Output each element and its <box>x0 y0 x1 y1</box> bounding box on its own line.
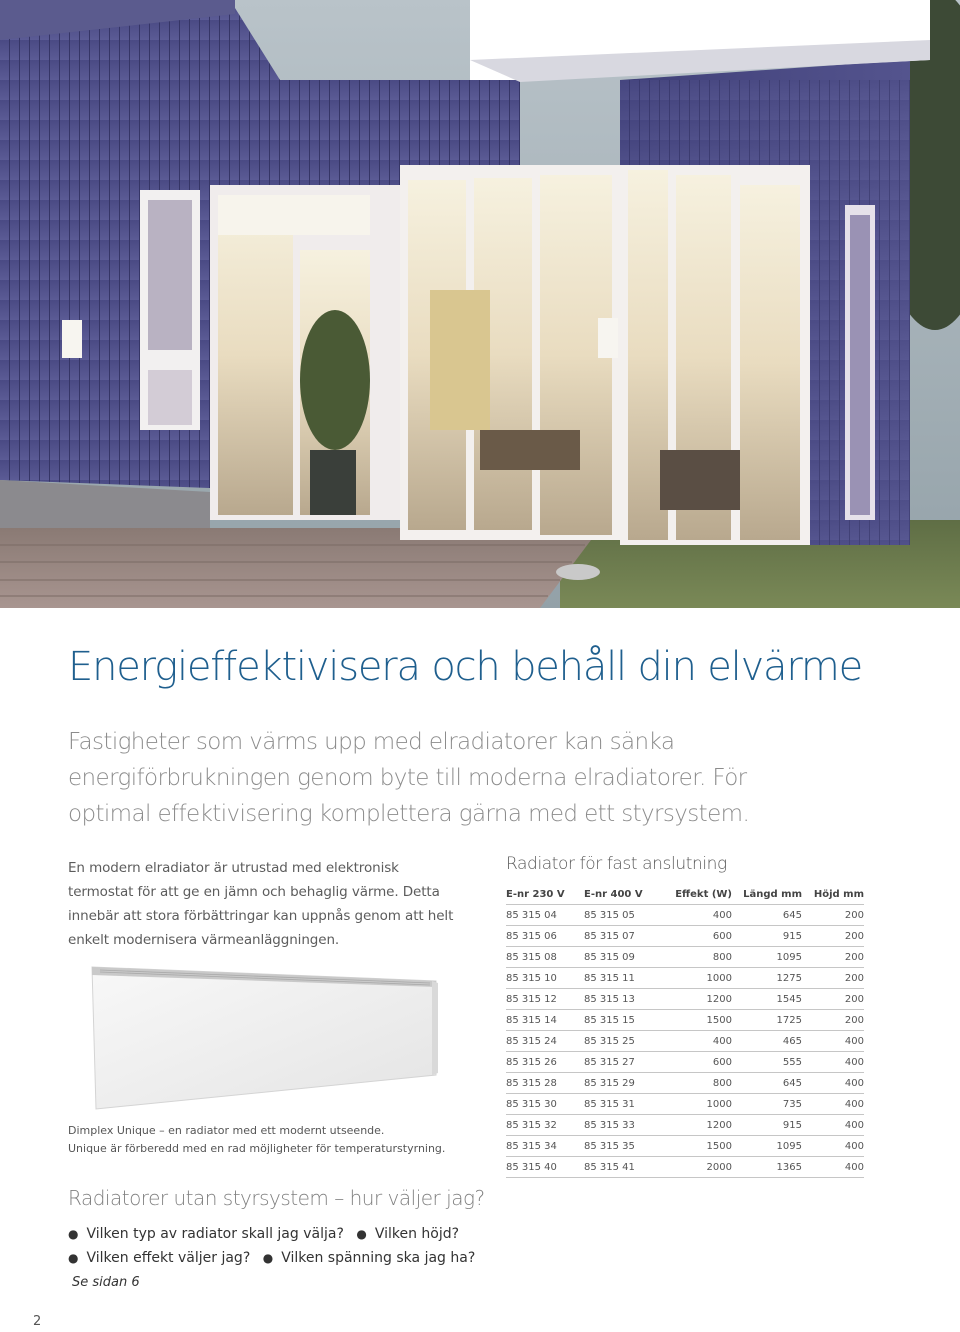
table-cell: 85 315 25 <box>584 1031 662 1052</box>
header-e-nr-230v: E-nr 230 V <box>506 884 584 905</box>
table-row <box>506 1136 864 1157</box>
table-cell: 1275 <box>732 968 802 989</box>
table-cell: 85 315 32 <box>506 1115 584 1136</box>
table-cell: 85 315 27 <box>584 1052 662 1073</box>
table-cell: 400 <box>662 1031 732 1052</box>
table-cell: 645 <box>732 1073 802 1094</box>
table-row <box>506 1031 864 1052</box>
table-cell: 85 315 24 <box>506 1031 584 1052</box>
table-cell: 1000 <box>662 1094 732 1115</box>
radiator-image <box>86 963 442 1111</box>
header-langd: Längd mm <box>732 884 802 905</box>
table-cell: 85 315 34 <box>506 1136 584 1157</box>
table-cell: 85 315 29 <box>584 1073 662 1094</box>
table-cell: 200 <box>802 968 864 989</box>
table-cell: 400 <box>802 1073 864 1094</box>
table-cell: 85 315 33 <box>584 1115 662 1136</box>
table-cell: 200 <box>802 905 864 926</box>
table-cell: 555 <box>732 1052 802 1073</box>
bullet-icon: ● <box>356 1227 367 1241</box>
table-row <box>506 1115 864 1136</box>
table-cell: 1545 <box>732 989 802 1010</box>
questions-title: Radiatorer utan styrsystem – hur väljer jag? <box>68 1186 485 1210</box>
header-effekt: Effekt (W) <box>662 884 732 905</box>
table-cell: 200 <box>802 926 864 947</box>
table-cell: 200 <box>802 947 864 968</box>
table-row <box>506 1010 864 1031</box>
table-cell: 2000 <box>662 1157 732 1178</box>
question-height: Vilken höjd? <box>374 1226 460 1242</box>
table-cell: 645 <box>732 905 802 926</box>
question-row-1 <box>68 1226 459 1242</box>
table-cell: 915 <box>732 1115 802 1136</box>
table-cell: 85 315 35 <box>584 1136 662 1157</box>
intro-paragraph: Fastigheter som värms upp med elradiatorer kan sänka energiförbrukningen genom byte till moderna elradiatorer. För optimal effektivisering komplettera gärna med ett styrsystem. <box>68 729 750 827</box>
bullet-icon: ● <box>262 1251 274 1265</box>
table-cell: 85 315 15 <box>584 1010 662 1031</box>
table-cell: 85 315 41 <box>584 1157 662 1178</box>
table-cell: 1200 <box>662 1115 732 1136</box>
table-cell: 600 <box>662 1052 732 1073</box>
table-cell: 85 315 12 <box>506 989 584 1010</box>
bullet-icon: ● <box>68 1251 79 1265</box>
table-cell: 85 315 04 <box>506 905 584 926</box>
table-cell: 800 <box>662 1073 732 1094</box>
table-cell: 85 315 06 <box>506 926 584 947</box>
table-cell: 1095 <box>732 1136 802 1157</box>
table-row <box>506 1073 864 1094</box>
table-cell: 1200 <box>662 989 732 1010</box>
question-row-2 <box>68 1250 475 1266</box>
table-cell: 1500 <box>662 1136 732 1157</box>
table-cell: 85 315 30 <box>506 1094 584 1115</box>
table-cell: 1365 <box>732 1157 802 1178</box>
table-row <box>506 989 864 1010</box>
image-caption <box>68 1122 468 1158</box>
table-cell: 85 315 07 <box>584 926 662 947</box>
table-cell: 400 <box>802 1115 864 1136</box>
table-cell: 85 315 11 <box>584 968 662 989</box>
table-row <box>506 1052 864 1073</box>
table-cell: 85 315 09 <box>584 947 662 968</box>
table-cell: 85 315 05 <box>584 905 662 926</box>
table-cell: 400 <box>802 1136 864 1157</box>
table-cell: 735 <box>732 1094 802 1115</box>
table-cell: 85 315 26 <box>506 1052 584 1073</box>
table-cell: 400 <box>662 905 732 926</box>
question-effect: Vilken effekt väljer jag? <box>86 1250 251 1266</box>
question-voltage: Vilken spänning ska jag ha? <box>281 1250 476 1266</box>
table-header-row <box>506 884 864 905</box>
table-cell: 200 <box>802 989 864 1010</box>
table-cell: 1500 <box>662 1010 732 1031</box>
table-cell: 915 <box>732 926 802 947</box>
table-cell: 600 <box>662 926 732 947</box>
table-cell: 85 315 40 <box>506 1157 584 1178</box>
page-number: 2 <box>33 1314 42 1329</box>
table-cell: 85 315 28 <box>506 1073 584 1094</box>
table-cell: 1095 <box>732 947 802 968</box>
table-cell: 85 315 08 <box>506 947 584 968</box>
table-row <box>506 1157 864 1178</box>
see-page-reference: Se sidan 6 <box>72 1275 140 1290</box>
header-hojd: Höjd mm <box>802 884 864 905</box>
table-cell: 400 <box>802 1031 864 1052</box>
table-cell: 1000 <box>662 968 732 989</box>
caption-line-1: Dimplex Unique – en radiator med ett modernt utseende. <box>68 1124 385 1137</box>
radiator-illustration <box>86 963 442 1111</box>
bullet-icon: ● <box>68 1227 79 1241</box>
table-row <box>506 947 864 968</box>
radiator-spec-table <box>506 884 864 1178</box>
table-cell: 465 <box>732 1031 802 1052</box>
table-cell: 800 <box>662 947 732 968</box>
body-paragraph: En modern elradiator är utrustad med elektronisk termostat för att ge en jämn och behaglig värme. Detta innebär att stora förbättringar kan uppnås genom att helt enkelt modernisera värmeanläggningen. <box>68 860 454 948</box>
table-cell: 85 315 10 <box>506 968 584 989</box>
table-cell: 85 315 13 <box>584 989 662 1010</box>
header-e-nr-400v: E-nr 400 V <box>584 884 662 905</box>
table-cell: 85 315 14 <box>506 1010 584 1031</box>
table-row <box>506 926 864 947</box>
page-title: Energieffektivisera och behåll din elvärme <box>68 644 863 690</box>
table-row <box>506 1094 864 1115</box>
table-row <box>506 968 864 989</box>
table-row <box>506 905 864 926</box>
table-cell: 400 <box>802 1052 864 1073</box>
question-radiator-type: Vilken typ av radiator skall jag välja? <box>86 1226 344 1242</box>
house-illustration <box>0 0 960 608</box>
caption-line-2: Unique är förberedd med en rad möjligheter för temperaturstyrning. <box>68 1142 446 1155</box>
table-body <box>506 905 864 1178</box>
table-cell: 400 <box>802 1094 864 1115</box>
table-title: Radiator för fast anslutning <box>506 854 727 874</box>
table-cell: 400 <box>802 1157 864 1178</box>
table-cell: 200 <box>802 1010 864 1031</box>
table-cell: 1725 <box>732 1010 802 1031</box>
hero-photo-house <box>0 0 960 608</box>
table-cell: 85 315 31 <box>584 1094 662 1115</box>
